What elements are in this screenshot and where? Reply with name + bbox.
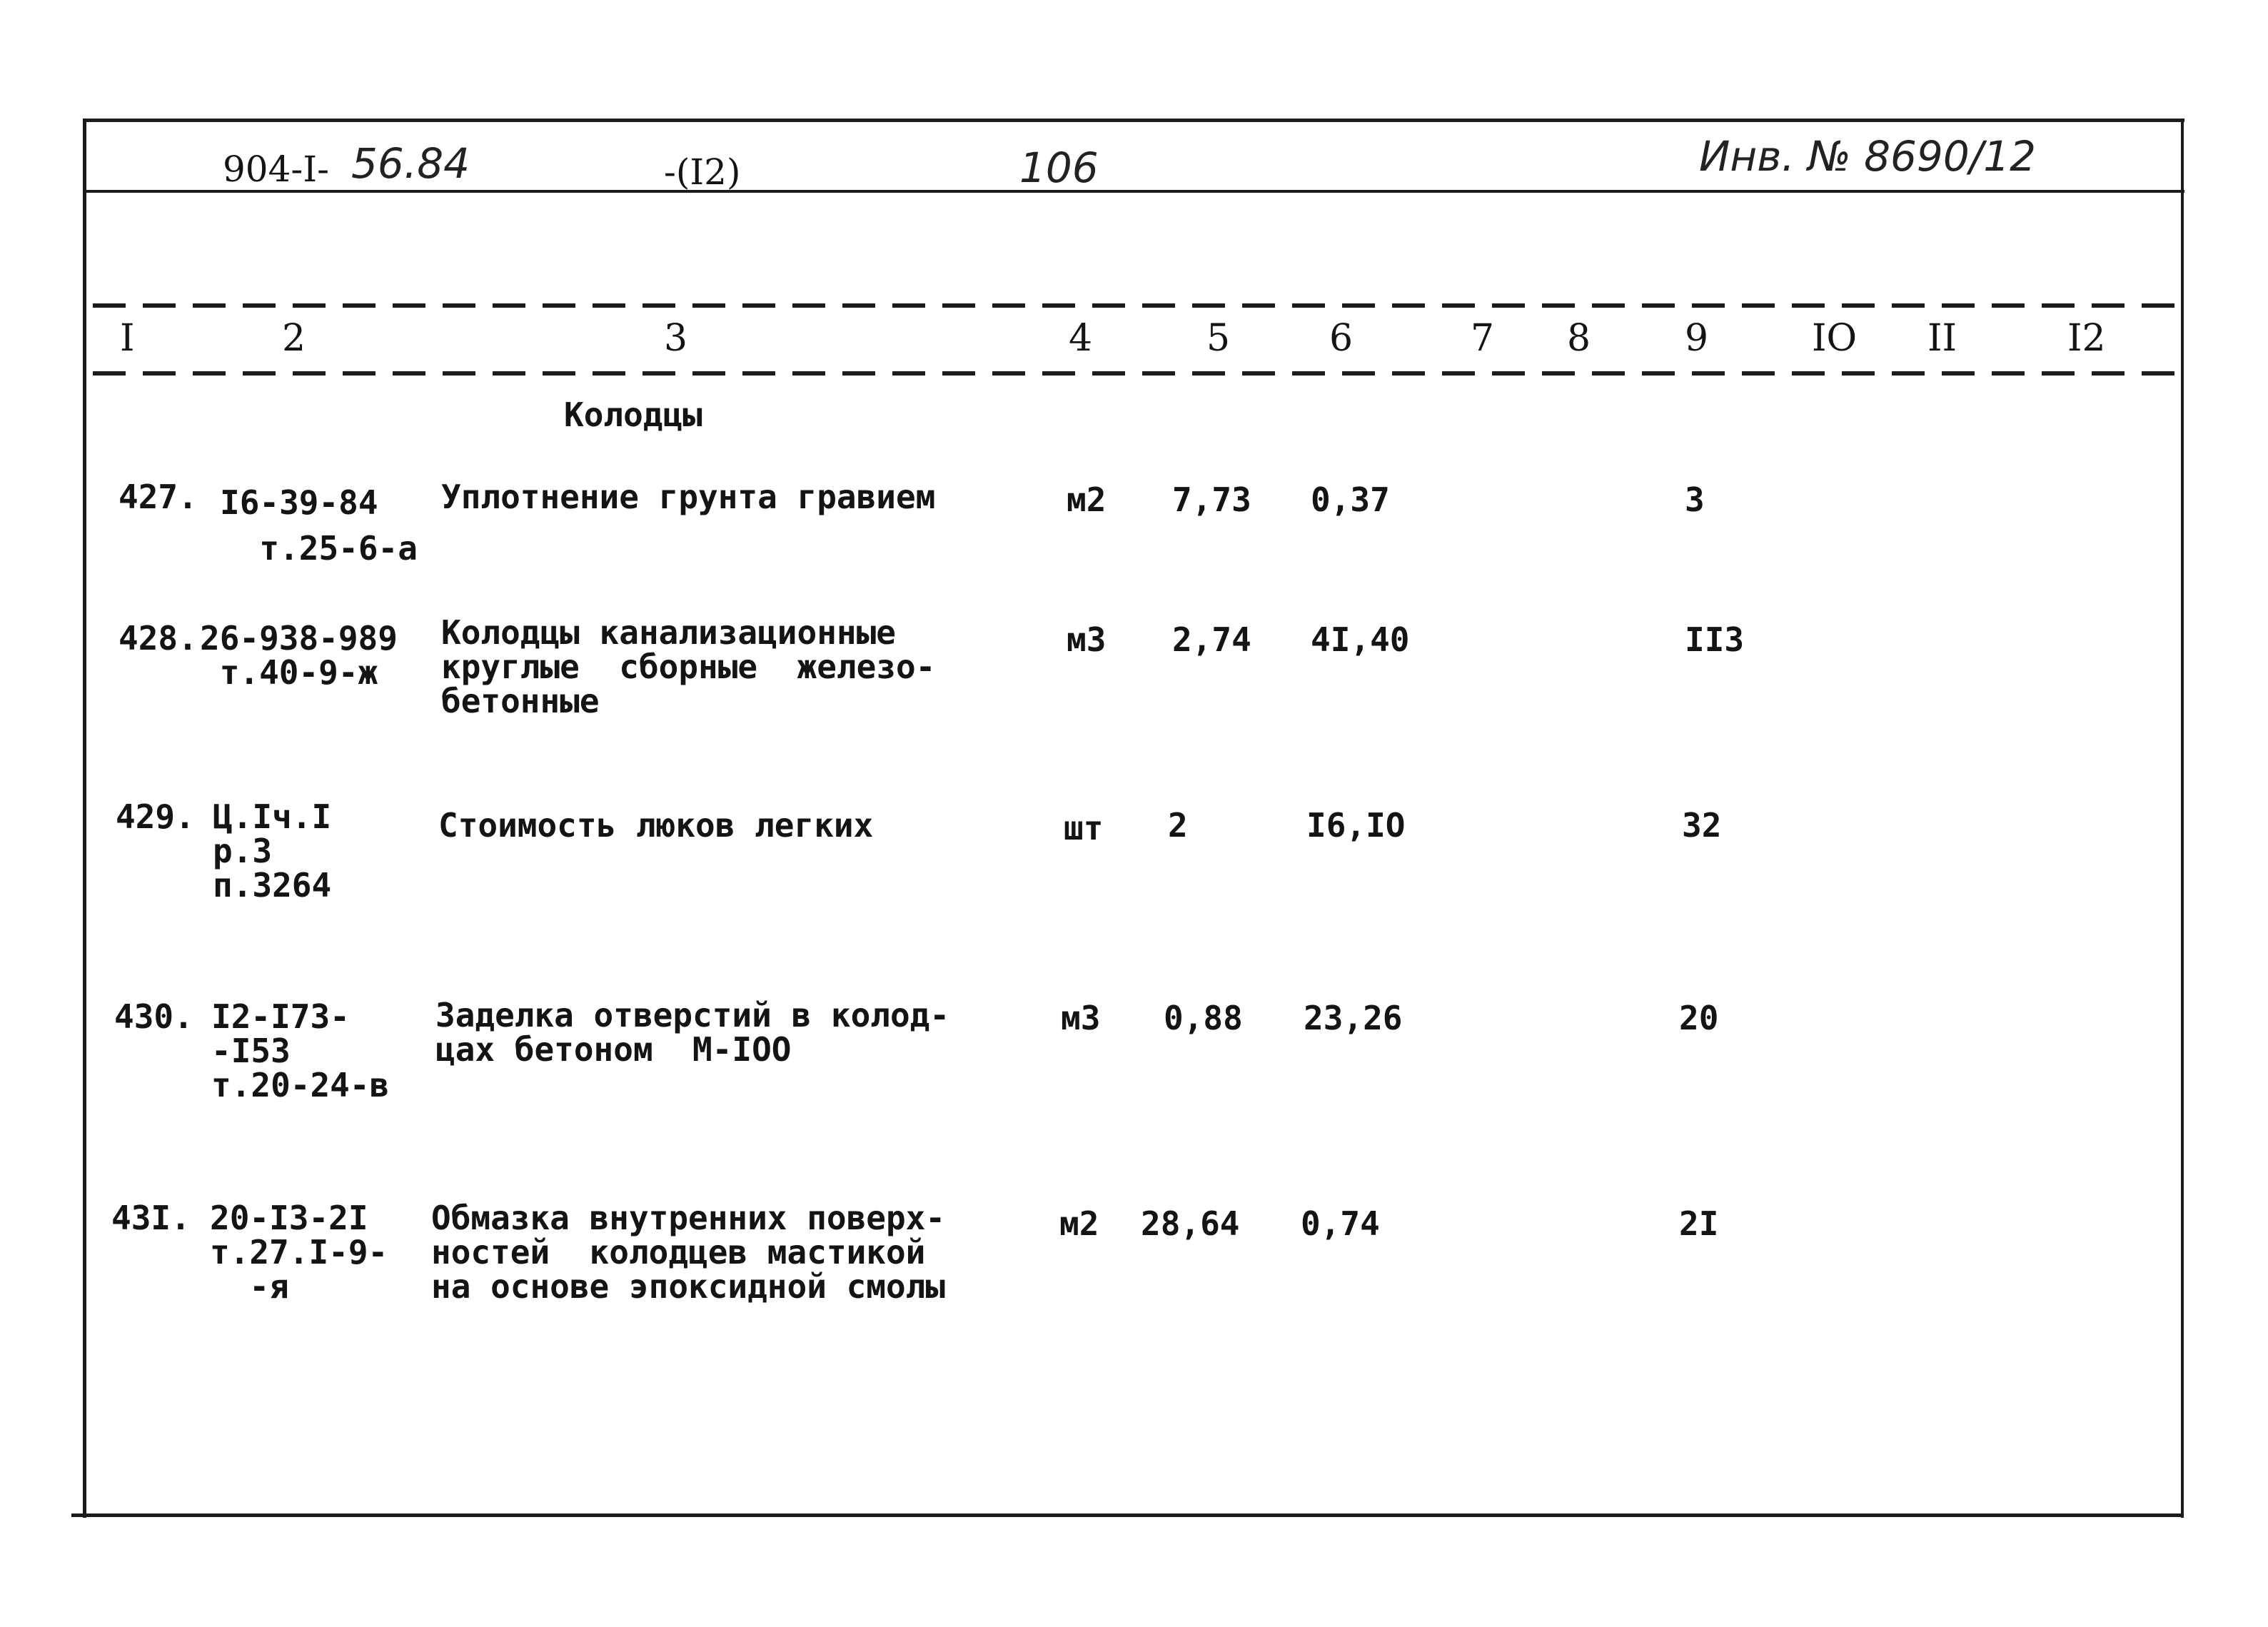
inventory-number: Инв. № 8690/12 (1699, 132, 2037, 181)
column-header-bottom-dashed-rule (93, 371, 2177, 376)
row-description: Уплотнение грунта гравием (441, 478, 936, 516)
column-number: 7 (1471, 317, 1495, 360)
row-unit: м3 (1067, 620, 1107, 659)
column-number: 3 (664, 317, 688, 360)
document-series: 904-I- (223, 148, 329, 190)
row-code: I6-39-84 т.25-6-а (220, 483, 418, 568)
row-quantity: 7,73 (1172, 480, 1251, 519)
row-unit: м3 (1061, 999, 1101, 1037)
row-total: 32 (1682, 806, 1722, 845)
row-total: 3 (1685, 480, 1705, 519)
row-total: 2I (1679, 1204, 1719, 1243)
frame-bottom-line (71, 1513, 2183, 1517)
column-number: 6 (1329, 317, 1354, 360)
frame-left-line (83, 119, 86, 1518)
row-unit: шт (1064, 809, 1104, 847)
row-description: Обмазка внутренних поверх- ностей колодцев мастикой на основе эпоксидной смолы (431, 1199, 946, 1306)
row-number: 43I. (111, 1199, 191, 1237)
row-price: I6,IO (1306, 806, 1406, 845)
column-number: 9 (1685, 317, 1709, 360)
row-quantity: 0,88 (1164, 999, 1243, 1037)
row-price: 0,37 (1311, 480, 1390, 519)
header-rule (86, 190, 2184, 193)
column-number: I (120, 317, 135, 360)
column-number: 4 (1069, 317, 1093, 360)
row-price: 0,74 (1301, 1204, 1380, 1243)
row-price: 4I,40 (1311, 620, 1410, 659)
row-number: 429. (116, 797, 195, 836)
row-description: Стоимость люков легких (438, 806, 874, 845)
column-header-top-dashed-rule (93, 303, 2177, 308)
row-number: 430. (114, 997, 193, 1036)
frame-right-line (2181, 119, 2184, 1518)
document-series-handwritten: 56.84 (351, 139, 470, 188)
row-number: 428. (119, 619, 198, 658)
row-code: Ц.Iч.I р.3 п.3264 (213, 797, 332, 905)
row-unit: м2 (1067, 480, 1107, 519)
row-quantity: 28,64 (1141, 1204, 1240, 1243)
frame-top-line (86, 119, 2184, 122)
row-quantity: 2,74 (1172, 620, 1251, 659)
row-code: 26-938-989 т.40-9-ж (200, 619, 398, 692)
row-total: II3 (1685, 620, 1745, 659)
column-number: IO (1812, 317, 1858, 360)
column-number: 8 (1567, 317, 1591, 360)
page-number: 106 (1019, 143, 1099, 192)
column-number: 2 (282, 317, 306, 360)
row-number: 427. (119, 478, 198, 516)
section-title: Колодцы (564, 396, 702, 434)
row-unit: м2 (1059, 1204, 1099, 1243)
row-price: 23,26 (1304, 999, 1403, 1037)
row-quantity: 2 (1168, 806, 1188, 845)
column-number: I2 (2067, 317, 2106, 360)
column-number: II (1927, 317, 1957, 360)
row-description: Колодцы канализационные круглые сборные железо- бетонные (441, 613, 936, 720)
row-description: Заделка отверстий в колод- цах бетоном М-IOO (435, 996, 950, 1069)
row-total: 20 (1679, 999, 1719, 1037)
row-code: 20-I3-2I т.27.I-9- -я (210, 1199, 388, 1306)
row-code: I2-I73- -I53 т.20-24-в (211, 997, 390, 1104)
column-number: 5 (1206, 317, 1231, 360)
document-part: -(I2) (664, 151, 741, 193)
